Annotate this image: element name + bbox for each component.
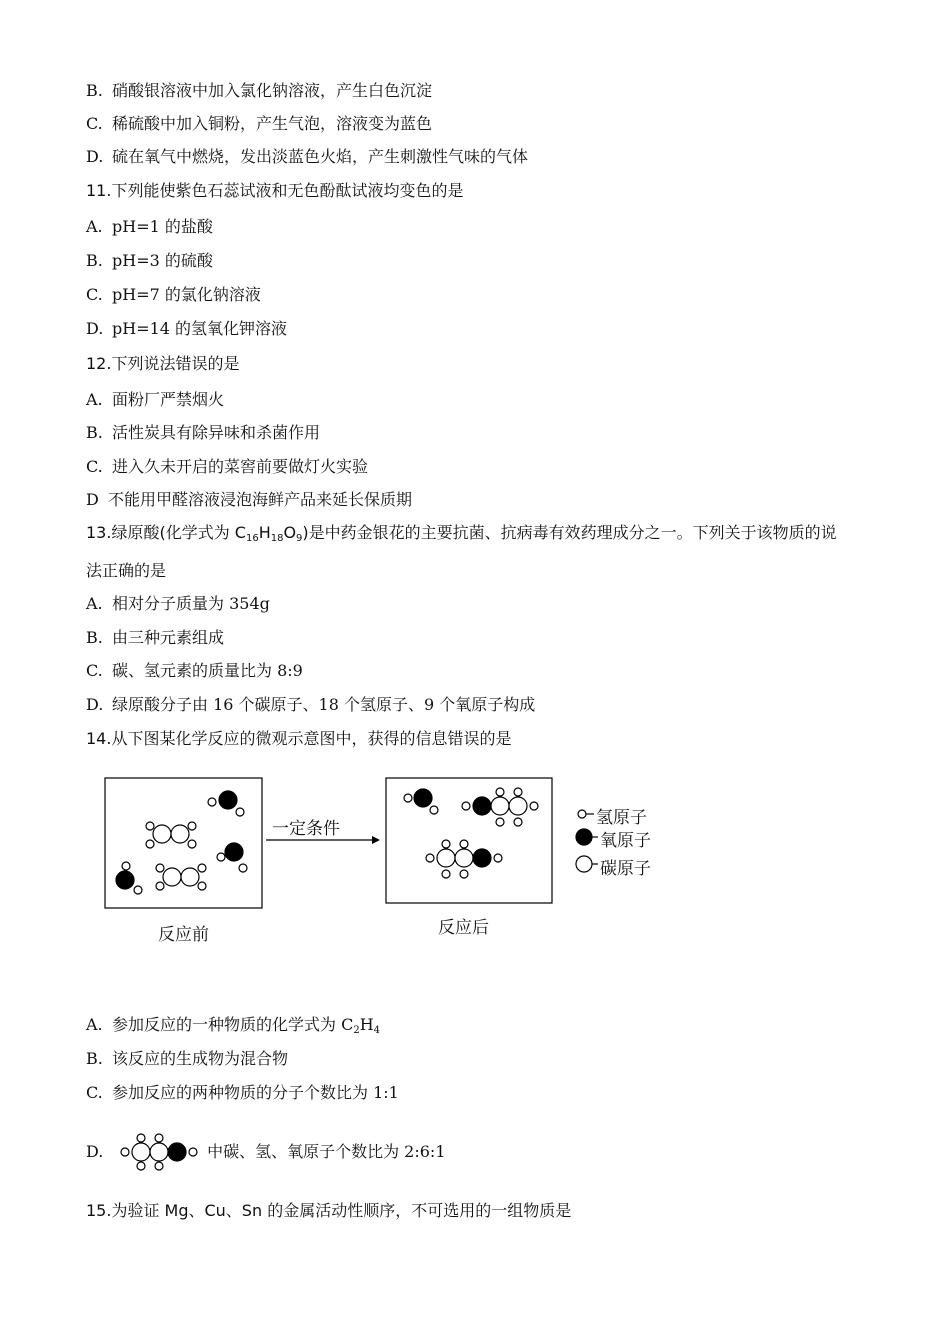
q14-option-b: B. 该反应的生成物为混合物 bbox=[86, 1049, 289, 1068]
q11-option-a: A. pH=1 的盐酸 bbox=[86, 217, 213, 236]
after-label: 反应后 bbox=[438, 918, 489, 938]
legend-hydrogen-icon bbox=[578, 810, 586, 818]
q14-option-a: A. 参加反应的一种物质的化学式为 $C_2H_4$ bbox=[86, 1015, 381, 1036]
legend-oxygen: 氧原子 bbox=[600, 831, 651, 851]
before-label: 反应前 bbox=[158, 925, 209, 945]
q15-stem: 15.为验证 Mg、Cu、Sn 的金属活动性顺序，不可选用的一组物质是 bbox=[86, 1201, 572, 1220]
q13-option-c: C. 碳、氢元素的质量比为 8:9 bbox=[86, 661, 303, 680]
legend-oxygen-icon bbox=[576, 829, 592, 845]
legend-carbon: 碳原子 bbox=[600, 859, 651, 879]
q13-stem: 13.绿原酸(化学式为 $C_{16}H_{18}O_9$)是中药金银花的主要抗菌、抗病毒有效药理成分之一。下列关于该物质的说 bbox=[86, 523, 837, 544]
q12-option-d: D 不能用甲醛溶液浸泡海鲜产品来延长保质期 bbox=[86, 490, 413, 509]
q13-option-d: D. 绿原酸分子由 16 个碳原子、18 个氢原子、9 个氧原子构成 bbox=[86, 695, 536, 714]
q14-option-d: D. 中碳、氢、氧原子个数比为 2:6:1 bbox=[86, 1142, 446, 1162]
q11-stem: 11.下列能使紫色石蕊试液和无色酚酞试液均变色的是 bbox=[86, 181, 464, 200]
q13-option-b: B. 由三种元素组成 bbox=[86, 628, 225, 647]
reaction-condition: 一定条件 bbox=[272, 819, 340, 839]
q12-option-a: A. 面粉厂严禁烟火 bbox=[86, 390, 225, 409]
q10-option-c: C. 稀硫酸中加入铜粉，产生气泡，溶液变为蓝色 bbox=[86, 114, 433, 133]
q12-option-c: C. 进入久未开启的菜窖前要做灯火实验 bbox=[86, 457, 369, 476]
arrow-head bbox=[372, 836, 380, 844]
legend-hydrogen: 氢原子 bbox=[596, 808, 647, 828]
q14-stem: 14.从下图某化学反应的微观示意图中，获得的信息错误的是 bbox=[86, 729, 512, 748]
q11-option-c: C. pH=7 的氯化钠溶液 bbox=[86, 285, 261, 304]
q10-option-d: D. 硫在氧气中燃烧，发出淡蓝色火焰，产生刺激性气味的气体 bbox=[86, 147, 529, 166]
q12-option-b: B. 活性炭具有除异味和杀菌作用 bbox=[86, 423, 321, 442]
ethanol-molecule-icon bbox=[117, 1130, 203, 1174]
q12-stem: 12.下列说法错误的是 bbox=[86, 354, 240, 373]
q13-stem-cont: 法正确的是 bbox=[86, 561, 167, 580]
legend-carbon-icon bbox=[576, 856, 592, 872]
reaction-diagram bbox=[100, 770, 700, 954]
q13-option-a: A. 相对分子质量为 354g bbox=[86, 594, 270, 613]
q11-option-d: D. pH=14 的氢氧化钾溶液 bbox=[86, 319, 288, 338]
q10-option-b: B. 硝酸银溶液中加入氯化钠溶液，产生白色沉淀 bbox=[86, 81, 433, 100]
q14-option-c: C. 参加反应的两种物质的分子个数比为 1:1 bbox=[86, 1083, 399, 1102]
q11-option-b: B. pH=3 的硫酸 bbox=[86, 251, 213, 270]
